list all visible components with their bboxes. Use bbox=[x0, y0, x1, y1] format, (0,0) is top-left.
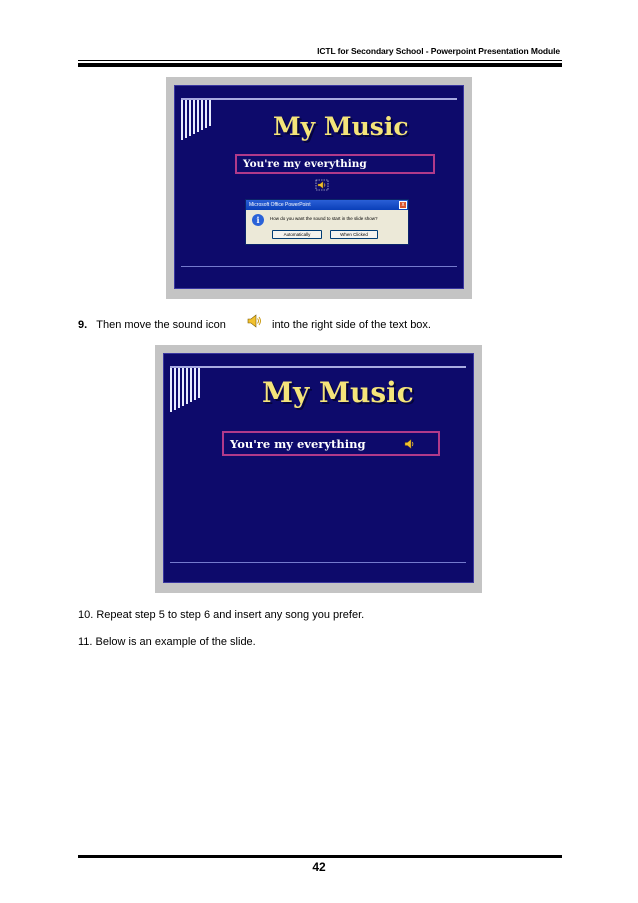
slide-2 bbox=[163, 353, 474, 583]
slide-1 bbox=[174, 85, 464, 289]
subtitle-text: You're my everything bbox=[243, 158, 367, 170]
step-9-number: 9. bbox=[78, 319, 88, 331]
screenshot-slide-with-dialog bbox=[166, 77, 472, 299]
slide-top-rule bbox=[181, 98, 457, 100]
speaker-icon bbox=[246, 312, 264, 335]
step-11: 11. Below is an example of the slide. bbox=[78, 636, 256, 648]
page-number: 42 bbox=[312, 860, 326, 874]
screenshot-slide-sound-moved bbox=[155, 345, 482, 593]
dialog-close-button[interactable]: x bbox=[399, 201, 407, 209]
speaker-icon[interactable] bbox=[404, 438, 416, 450]
step-9-text-before: Then move the sound icon bbox=[96, 319, 226, 331]
subtitle-text-box bbox=[222, 431, 440, 456]
slide-bottom-rule bbox=[181, 266, 457, 267]
subtitle-text-box bbox=[235, 154, 435, 174]
when-clicked-button[interactable]: When Clicked bbox=[330, 230, 378, 239]
info-icon: i bbox=[252, 214, 264, 226]
dialog-question: How do you want the sound to start in the slide show? bbox=[270, 216, 378, 221]
slide-stripes-decoration bbox=[181, 100, 211, 140]
slide-title: My Music bbox=[273, 112, 409, 141]
slide-stripes-decoration bbox=[170, 368, 200, 412]
header-title: ICTL for Secondary School - Powerpoint Presentation Module bbox=[317, 46, 560, 56]
slide-bottom-rule bbox=[170, 562, 466, 563]
step-10: 10. Repeat step 5 to step 6 and insert any song you prefer. bbox=[78, 609, 365, 621]
header-rule-thick bbox=[78, 63, 562, 67]
step-9-text-after: into the right side of the text box. bbox=[272, 319, 431, 331]
slide-title: My Music bbox=[262, 376, 414, 409]
footer-rule bbox=[78, 855, 562, 858]
subtitle-text: You're my everything bbox=[230, 437, 366, 451]
dialog-title: Microsoft Office PowerPoint bbox=[249, 202, 311, 208]
slide-top-rule bbox=[170, 366, 466, 368]
header-rule-thin bbox=[78, 60, 562, 61]
dialog-titlebar bbox=[246, 200, 408, 210]
automatically-button[interactable]: Automatically bbox=[272, 230, 322, 239]
sound-start-dialog bbox=[245, 199, 409, 245]
step-9 bbox=[78, 319, 226, 331]
speaker-icon[interactable] bbox=[315, 179, 329, 191]
